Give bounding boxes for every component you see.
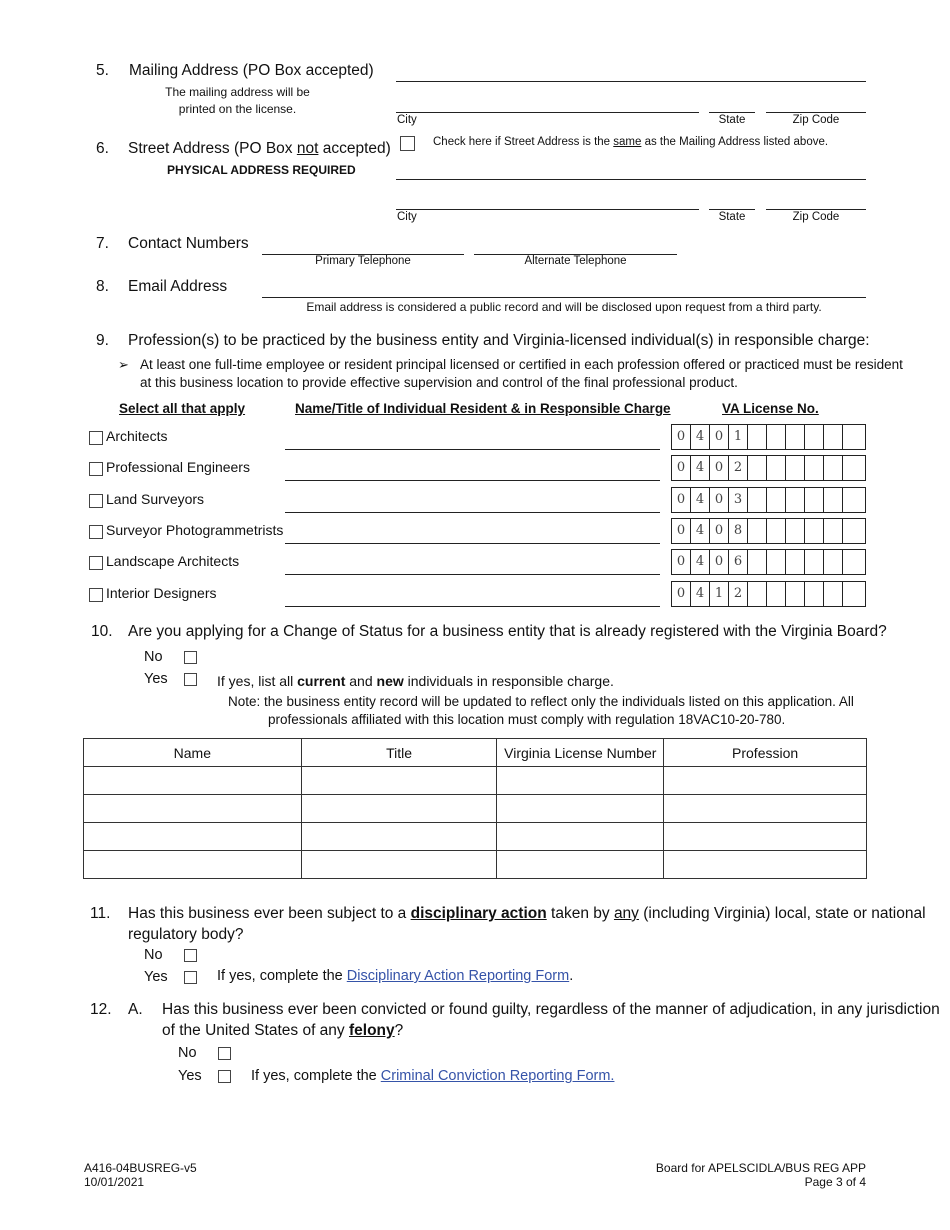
license-digit-box[interactable] <box>748 488 767 512</box>
license-number-boxes[interactable] <box>671 549 866 575</box>
q5-note-2: printed on the license. <box>178 102 297 116</box>
license-digit-box[interactable] <box>767 582 786 606</box>
q11-label-b: taken by <box>546 905 614 922</box>
footer-right <box>656 1161 866 1189</box>
q11-period: . <box>569 968 574 984</box>
license-number-boxes[interactable] <box>671 487 866 513</box>
q8-label: Email Address <box>128 278 228 295</box>
license-digit-box: 0 <box>672 488 691 512</box>
table-row <box>84 851 867 879</box>
mailing-address-line[interactable] <box>396 81 866 82</box>
responsible-charge-table <box>83 738 867 879</box>
license-digit-box: 4 <box>691 582 710 606</box>
q9-bullet-2: at this business location to provide effective supervision and control of the final professional product. <box>140 375 738 390</box>
q10-no-checkbox[interactable] <box>184 651 197 664</box>
footer-page: Page 3 of 4 <box>804 1175 866 1189</box>
license-digit-box[interactable] <box>786 425 805 449</box>
responsible-individual-line[interactable] <box>285 449 660 450</box>
profession-label: Surveyor Photogrammetrists <box>106 522 284 538</box>
license-digit-box[interactable] <box>748 582 767 606</box>
footer-form-id: A416-04BUSREG-v5 <box>84 1161 197 1175</box>
license-digit-box: 0 <box>710 519 729 543</box>
license-digit-box[interactable] <box>767 456 786 480</box>
license-digit-box: 8 <box>729 519 748 543</box>
q6-sublabel: PHYSICAL ADDRESS REQUIRED <box>167 163 356 177</box>
arrow-bullet-icon: ➢ <box>118 357 129 372</box>
col-license-header: VA License No. <box>722 401 819 416</box>
license-digit-box: 0 <box>672 550 691 574</box>
q10-and: and <box>345 673 377 689</box>
profession-label: Interior Designers <box>106 585 217 601</box>
profession-checkbox[interactable] <box>89 588 103 602</box>
q12-label-2b: ? <box>394 1022 404 1039</box>
street-city-line[interactable] <box>396 209 699 210</box>
license-number-boxes[interactable] <box>671 581 866 607</box>
q11-yes-checkbox[interactable] <box>184 971 197 984</box>
table-cell[interactable] <box>84 823 302 851</box>
license-digit-box[interactable] <box>843 456 862 480</box>
q10-yes-checkbox[interactable] <box>184 673 197 686</box>
q10-no-label: No <box>144 649 163 665</box>
license-number-boxes[interactable] <box>671 455 866 481</box>
table-header-title: Title <box>301 739 497 767</box>
license-digit-box[interactable] <box>786 456 805 480</box>
license-digit-box[interactable] <box>843 519 862 543</box>
q10-ifyes <box>217 673 614 689</box>
table-cell[interactable] <box>301 823 497 851</box>
profession-label: Land Surveyors <box>106 491 205 507</box>
col-name-header: Name/Title of Individual Resident & in Responsible Charge <box>295 401 671 416</box>
alternate-phone-caption: Alternate Telephone <box>524 255 627 267</box>
profession-checkbox[interactable] <box>89 556 103 570</box>
table-cell[interactable] <box>497 823 664 851</box>
q11-label-a: Has this business ever been subject to a <box>128 905 411 922</box>
mailing-city-line[interactable] <box>396 112 699 113</box>
q12-label-2a: of the United States of any <box>162 1022 349 1039</box>
q11-ifyes <box>217 968 573 984</box>
q5-note-1: The mailing address will be <box>165 85 310 99</box>
q9-label: Profession(s) to be practiced by the business entity and Virginia-licensed individual(s) in responsible charge: <box>128 332 870 349</box>
table-header-license: Virginia License Number <box>497 739 664 767</box>
table-cell[interactable] <box>301 767 497 795</box>
license-digit-box: 2 <box>729 582 748 606</box>
q11-no-checkbox[interactable] <box>184 949 197 962</box>
q6-number: 6. <box>96 140 109 157</box>
license-digit-box[interactable] <box>824 582 843 606</box>
q7-number: 7. <box>96 235 109 252</box>
license-digit-box[interactable] <box>786 550 805 574</box>
license-digit-box: 4 <box>691 488 710 512</box>
license-digit-box[interactable] <box>748 425 767 449</box>
license-digit-box: 0 <box>710 488 729 512</box>
license-digit-box: 0 <box>672 456 691 480</box>
license-digit-box: 0 <box>710 550 729 574</box>
table-cell[interactable] <box>84 851 302 879</box>
q11-ifyes-text: If yes, complete the <box>217 968 347 984</box>
table-cell[interactable] <box>84 767 302 795</box>
q12-label-2 <box>162 1022 403 1040</box>
q10-ifyes-a: If yes, list all <box>217 673 298 689</box>
license-digit-box[interactable] <box>805 456 824 480</box>
responsible-individual-line[interactable] <box>285 606 660 607</box>
profession-checkbox[interactable] <box>89 494 103 508</box>
license-digit-box[interactable] <box>786 519 805 543</box>
q11-no-label: No <box>144 947 163 963</box>
license-digit-box[interactable] <box>843 582 862 606</box>
responsible-individual-line[interactable] <box>285 574 660 575</box>
criminal-conviction-form-link[interactable]: Criminal Conviction Reporting Form. <box>380 1068 615 1084</box>
license-number-boxes[interactable] <box>671 424 866 450</box>
footer-date: 10/01/2021 <box>84 1175 145 1189</box>
table-cell[interactable] <box>664 795 867 823</box>
q10-note-1: Note: the business entity record will be updated to reflect only the individuals listed on this application. All <box>228 694 854 709</box>
profession-label: Landscape Architects <box>106 553 240 569</box>
license-digit-box: 0 <box>672 519 691 543</box>
q12-yes-label: Yes <box>178 1068 202 1084</box>
q12-no-checkbox[interactable] <box>218 1047 231 1060</box>
street-zip-line[interactable] <box>766 209 866 210</box>
license-digit-box[interactable] <box>805 519 824 543</box>
email-line[interactable] <box>262 297 866 298</box>
q12-yes-checkbox[interactable] <box>218 1070 231 1083</box>
license-digit-box: 4 <box>691 456 710 480</box>
license-digit-box[interactable] <box>824 456 843 480</box>
q11-label <box>128 905 926 923</box>
table-header-profession: Profession <box>664 739 867 767</box>
table-cell[interactable] <box>497 767 664 795</box>
street-state-caption: State <box>718 211 746 223</box>
profession-checkbox[interactable] <box>89 525 103 539</box>
q6-label-b: accepted) <box>318 140 391 157</box>
license-digit-box: 1 <box>710 582 729 606</box>
license-digit-box[interactable] <box>843 550 862 574</box>
license-digit-box[interactable] <box>824 550 843 574</box>
q6-label-not: not <box>296 140 319 157</box>
license-digit-box[interactable] <box>767 519 786 543</box>
profession-label: Architects <box>106 428 168 444</box>
mailing-city-caption: City <box>397 114 417 126</box>
responsible-individual-line[interactable] <box>285 512 660 513</box>
q11-label-c: (including Virginia) local, state or national <box>638 905 926 922</box>
table-cell[interactable] <box>301 851 497 879</box>
license-digit-box[interactable] <box>786 582 805 606</box>
street-zip-caption: Zip Code <box>792 211 840 223</box>
same-text-same: same <box>613 136 642 148</box>
street-city-caption: City <box>397 211 417 223</box>
license-digit-box[interactable] <box>748 550 767 574</box>
q5-label: Mailing Address (PO Box accepted) <box>129 62 374 79</box>
table-cell[interactable] <box>664 851 867 879</box>
q11-any: any <box>613 905 639 922</box>
license-digit-box[interactable] <box>767 425 786 449</box>
q10-note-2: professionals affiliated with this location must comply with regulation 18VAC10-20-780. <box>268 712 786 727</box>
table-cell[interactable] <box>497 851 664 879</box>
q9-number: 9. <box>96 332 109 349</box>
footer-left <box>84 1161 197 1189</box>
mailing-state-line[interactable] <box>709 112 755 113</box>
license-digit-box: 2 <box>729 456 748 480</box>
q12-number: 12. <box>90 1001 112 1018</box>
table-cell[interactable] <box>84 795 302 823</box>
table-row <box>84 795 867 823</box>
license-digit-box: 1 <box>729 425 748 449</box>
license-digit-box: 4 <box>691 425 710 449</box>
q12-ifyes <box>251 1068 614 1084</box>
table-header-name: Name <box>84 739 302 767</box>
street-address-line[interactable] <box>396 179 866 180</box>
same-as-mailing-checkbox[interactable] <box>400 136 415 151</box>
q12-label-1: Has this business ever been convicted or found guilty, regardless of the manner of adjudication, in any jurisdiction <box>162 1001 940 1018</box>
profession-checkbox[interactable] <box>89 462 103 476</box>
q11-yes-label: Yes <box>144 969 168 985</box>
license-digit-box: 4 <box>691 519 710 543</box>
license-digit-box[interactable] <box>843 488 862 512</box>
license-digit-box: 6 <box>729 550 748 574</box>
same-text-b: as the Mailing Address listed above. <box>641 136 829 148</box>
license-digit-box[interactable] <box>805 582 824 606</box>
email-note: Email address is considered a public record and will be disclosed upon request from a third party. <box>306 300 822 314</box>
q9-bullet-1: At least one full-time employee or resident principal licensed or certified in each profession offered or practiced must be resident <box>140 357 903 372</box>
table-cell[interactable] <box>664 767 867 795</box>
q10-number: 10. <box>91 623 113 640</box>
same-text-a: Check here if Street Address is the <box>433 136 614 148</box>
q8-number: 8. <box>96 278 109 295</box>
table-row <box>84 767 867 795</box>
license-digit-box[interactable] <box>824 425 843 449</box>
license-digit-box[interactable] <box>805 488 824 512</box>
license-digit-box[interactable] <box>748 519 767 543</box>
q11-label-2: regulatory body? <box>128 926 244 943</box>
license-digit-box: 0 <box>672 425 691 449</box>
license-digit-box[interactable] <box>748 456 767 480</box>
table-cell[interactable] <box>497 795 664 823</box>
license-digit-box: 0 <box>710 425 729 449</box>
q10-ifyes-b: individuals in responsible charge. <box>403 673 614 689</box>
q10-yes-label: Yes <box>144 671 168 687</box>
q12-ifyes-text: If yes, complete the <box>251 1068 381 1084</box>
license-digit-box[interactable] <box>824 519 843 543</box>
license-number-boxes[interactable] <box>671 518 866 544</box>
responsible-individual-line[interactable] <box>285 543 660 544</box>
license-digit-box[interactable] <box>805 425 824 449</box>
mailing-zip-caption: Zip Code <box>792 114 840 126</box>
street-state-line[interactable] <box>709 209 755 210</box>
table-cell[interactable] <box>301 795 497 823</box>
license-digit-box: 4 <box>691 550 710 574</box>
q11-disciplinary: disciplinary action <box>410 905 547 922</box>
table-cell[interactable] <box>664 823 867 851</box>
mailing-zip-line[interactable] <box>766 112 866 113</box>
same-as-mailing-text <box>433 136 828 148</box>
responsible-individual-line[interactable] <box>285 480 660 481</box>
disciplinary-form-link[interactable]: Disciplinary Action Reporting Form <box>346 968 570 984</box>
q10-current: current <box>297 673 346 689</box>
q12-felony: felony <box>348 1022 395 1039</box>
license-digit-box[interactable] <box>767 488 786 512</box>
license-digit-box[interactable] <box>824 488 843 512</box>
license-digit-box[interactable] <box>843 425 862 449</box>
license-digit-box[interactable] <box>767 550 786 574</box>
license-digit-box: 0 <box>672 582 691 606</box>
q6-label <box>128 140 391 158</box>
license-digit-box: 3 <box>729 488 748 512</box>
profession-checkbox[interactable] <box>89 431 103 445</box>
license-digit-box: 0 <box>710 456 729 480</box>
q12-no-label: No <box>178 1045 197 1061</box>
q10-label: Are you applying for a Change of Status for a business entity that is already registered with the Virginia Board? <box>128 623 887 640</box>
license-digit-box[interactable] <box>805 550 824 574</box>
mailing-state-caption: State <box>718 114 746 126</box>
primary-phone-caption: Primary Telephone <box>315 255 411 267</box>
q10-new: new <box>376 673 404 689</box>
q12-letter: A. <box>128 1001 143 1018</box>
col-select-header: Select all that apply <box>119 401 246 416</box>
q7-label: Contact Numbers <box>128 235 249 252</box>
q11-number: 11. <box>90 905 111 922</box>
license-digit-box[interactable] <box>786 488 805 512</box>
q5-number: 5. <box>96 62 109 79</box>
footer-board: Board for APELSCIDLA/BUS REG APP <box>655 1161 866 1175</box>
table-row <box>84 823 867 851</box>
profession-label: Professional Engineers <box>106 459 250 475</box>
q6-label-a: Street Address (PO Box <box>128 140 297 157</box>
